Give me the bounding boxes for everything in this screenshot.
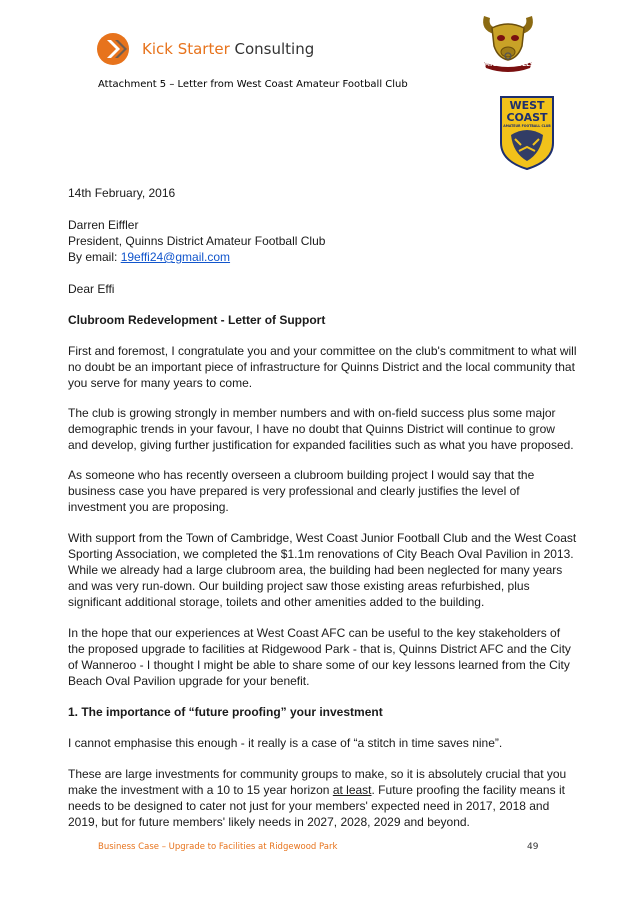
paragraph-3 <box>68 467 588 515</box>
paragraph-line: Sporting Association, we completed the $1.1m renovations of City Beach Oval Pavilion in 2013. <box>68 547 574 561</box>
west-coast-line3: AMATEUR FOOTBALL CLUB <box>503 124 551 128</box>
west-coast-line2: COAST <box>506 111 548 124</box>
company-name-part2: Consulting <box>229 40 315 58</box>
page-number: 49 <box>527 842 539 852</box>
paragraph-line: The club is growing strongly in member numbers and with on-field success plus some major <box>68 406 556 420</box>
email-label: By email: <box>68 250 121 264</box>
recipient-title: President, Quinns District Amateur Football Club <box>68 234 326 248</box>
company-logo <box>96 32 316 68</box>
text-span: . Future proofing the facility means it <box>371 783 565 797</box>
paragraph-6: I cannot emphasise this enough - it really is a case of “a stitch in time saves nine”. <box>68 736 503 750</box>
company-name <box>142 40 314 58</box>
underlined-text: at least <box>332 783 372 797</box>
paragraph-line: 2019, but for future members' likely needs in 2027, 2028, 2029 and beyond. <box>68 815 470 829</box>
paragraph-line: While we already had a large clubroom area, the building had been neglected for many years <box>68 563 563 577</box>
paragraph-line: Beach Oval Pavilion upgrade for your benefit. <box>68 674 310 688</box>
paragraph-line: significant additional storage, toilets and other amenities added to the building. <box>68 595 485 609</box>
paragraph-7 <box>68 766 588 830</box>
footer-text: Business Case – Upgrade to Facilities at Ridgewood Park <box>98 842 338 852</box>
paragraph-line: business case you have prepared is very professional and clearly justifies the level of <box>68 484 520 498</box>
paragraph-line: and was very run-down. Our building project saw those existing areas refurbished, plus <box>68 579 530 593</box>
paragraph-line: of Wanneroo - I thought I might be able to share some of our key lessons learned from the City <box>68 658 570 672</box>
paragraph-line: investment you are proposing. <box>68 500 229 514</box>
paragraph-line: As someone who has recently overseen a clubroom building project I would say that the <box>68 468 535 482</box>
mighty-bulls-logo <box>474 10 542 74</box>
paragraph-line: First and foremost, I congratulate you and your committee on the club's commitment to what will <box>68 344 577 358</box>
kickstarter-logo-icon <box>96 32 132 66</box>
salutation: Dear Effi <box>68 282 115 296</box>
recipient-email-line <box>68 249 588 265</box>
paragraph-1 <box>68 343 588 391</box>
paragraph-line: demographic trends in your favour, I have no doubt that Quinns District will continue to grow <box>68 422 555 436</box>
paragraph-line: In the hope that our experiences at West Coast AFC can be useful to the key stakeholders of <box>68 626 561 640</box>
mighty-bulls-text: MIGHTY BULLS <box>484 61 535 68</box>
paragraph-2 <box>68 405 588 453</box>
paragraph-line: the proposed upgrade to facilities at Ridgewood Park - that is, Quinns District AFC and the City <box>68 642 571 656</box>
paragraph-line: These are large investments for community groups to make, so it is absolutely crucial that you <box>68 767 567 781</box>
paragraph-line: With support from the Town of Cambridge, West Coast Junior Football Club and the West Coast <box>68 531 577 545</box>
paragraph-5 <box>68 625 588 689</box>
paragraph-line: you serve for many years to come. <box>68 376 253 390</box>
paragraph-line <box>68 782 588 798</box>
attachment-title: Attachment 5 – Letter from West Coast Amateur Football Club <box>98 79 408 90</box>
section-1-heading: 1. The importance of “future proofing” your investment <box>68 705 383 719</box>
company-name-part1: Kick Starter <box>142 40 230 58</box>
letter-subject: Clubroom Redevelopment - Letter of Support <box>68 313 326 327</box>
email-link[interactable]: 19effi24@gmail.com <box>120 250 231 264</box>
recipient-name: Darren Eiffler <box>68 218 139 232</box>
paragraph-4 <box>68 530 588 610</box>
letter-date: 14th February, 2016 <box>68 186 176 200</box>
paragraph-line: no doubt be an important piece of infrastructure for Quinns District and the local community that <box>68 360 575 374</box>
west-coast-line1: WEST <box>509 99 545 112</box>
west-coast-logo <box>499 95 555 171</box>
paragraph-line: and develop, giving further justification for expanded facilities such as what you have proposed. <box>68 438 574 452</box>
paragraph-line: needs to be designed to cater not just for your members' expected need in 2017, 2018 and <box>68 799 550 813</box>
text-span: make the investment with a 10 to 15 year horizon <box>68 783 333 797</box>
